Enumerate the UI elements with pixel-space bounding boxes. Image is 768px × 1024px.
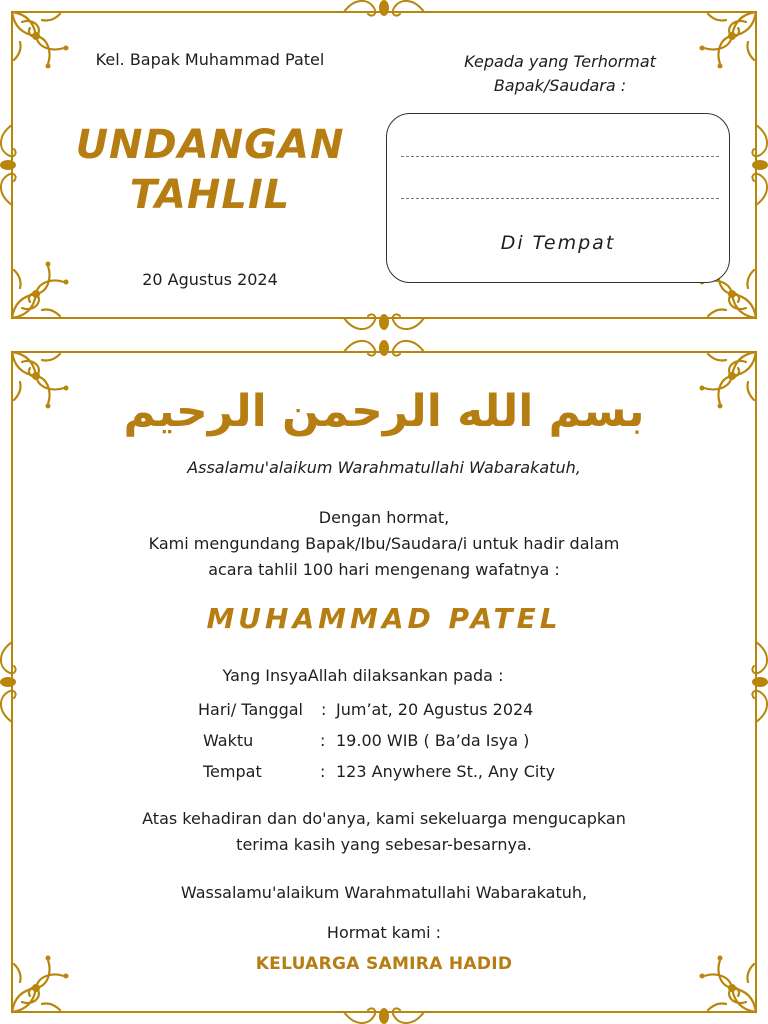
basmala-text: بسم الله الرحمن الرحيم (123, 386, 645, 437)
flourish-side-icon (344, 314, 424, 330)
detail-colon: : (320, 731, 326, 750)
deceased-name: MUHAMMAD PATEL (206, 602, 562, 635)
greeting-paragraph (40, 505, 728, 583)
detail-label: Hari/ Tanggal (198, 700, 303, 719)
address-panel (0, 0, 768, 330)
detail-value: 19.00 WIB ( Ba’da Isya ) (336, 731, 530, 750)
recipient-line-1: Kepada yang Terhormat (464, 52, 656, 71)
greeting-line-2: Kami mengundang Bapak/Ibu/Saudara/i untuk hadir dalam (148, 534, 620, 553)
invitation-title (60, 120, 360, 220)
closing-line-2: terima kasih yang sebesar-besarnya. (236, 835, 532, 854)
flourish-side-icon (344, 1008, 424, 1024)
opening-salam: Assalamu'alaikum Warahmatullahi Wabarakatuh, (187, 458, 581, 477)
flourish-side-icon (344, 340, 424, 356)
greeting-line-1: Dengan hormat, (318, 508, 450, 527)
recipient-line-2: Bapak/Saudara : (493, 76, 627, 95)
flourish-ornament-icon (700, 352, 757, 409)
flourish-ornament-icon (700, 12, 757, 69)
flourish-side-icon (0, 125, 16, 205)
flourish-side-icon (752, 642, 768, 722)
title-line-1: UNDANGAN (75, 122, 345, 168)
flourish-side-icon (752, 125, 768, 205)
recipient-heading (420, 50, 700, 98)
detail-label: Tempat (203, 762, 262, 781)
sender-family: Kel. Bapak Muhammad Patel (95, 50, 325, 69)
detail-colon: : (320, 762, 326, 781)
detail-value: Jum’at, 20 Agustus 2024 (336, 700, 534, 719)
title-line-2: TAHLIL (129, 172, 291, 218)
closing-salam: Wassalamu'alaikum Warahmatullahi Wabarakatuh, (180, 883, 588, 902)
regards-label: Hormat kami : (326, 923, 442, 942)
flourish-side-icon (344, 0, 424, 16)
detail-value: 123 Anywhere St., Any City (336, 762, 556, 781)
basmala-calligraphy (123, 372, 645, 452)
detail-label: Waktu (203, 731, 254, 750)
flourish-ornament-icon (12, 352, 69, 409)
address-box (386, 113, 730, 283)
address-line-1 (401, 156, 719, 157)
schedule-intro: Yang InsyaAllah dilaksankan pada : (222, 666, 504, 685)
closing-line-1: Atas kehadiran dan do'anya, kami sekeluarga mengucapkan (142, 809, 626, 828)
closing-paragraph (40, 806, 728, 858)
address-line-2 (401, 198, 719, 199)
greeting-line-3: acara tahlil 100 hari mengenang wafatnya : (208, 560, 560, 579)
detail-colon: : (321, 700, 327, 719)
detail-row-time (203, 728, 603, 754)
detail-row-date (198, 697, 598, 723)
family-signature: KELUARGA SAMIRA HADID (255, 954, 513, 974)
event-date: 20 Agustus 2024 (142, 270, 278, 289)
detail-row-place (203, 759, 603, 785)
place-label: Di Tempat (500, 232, 616, 254)
